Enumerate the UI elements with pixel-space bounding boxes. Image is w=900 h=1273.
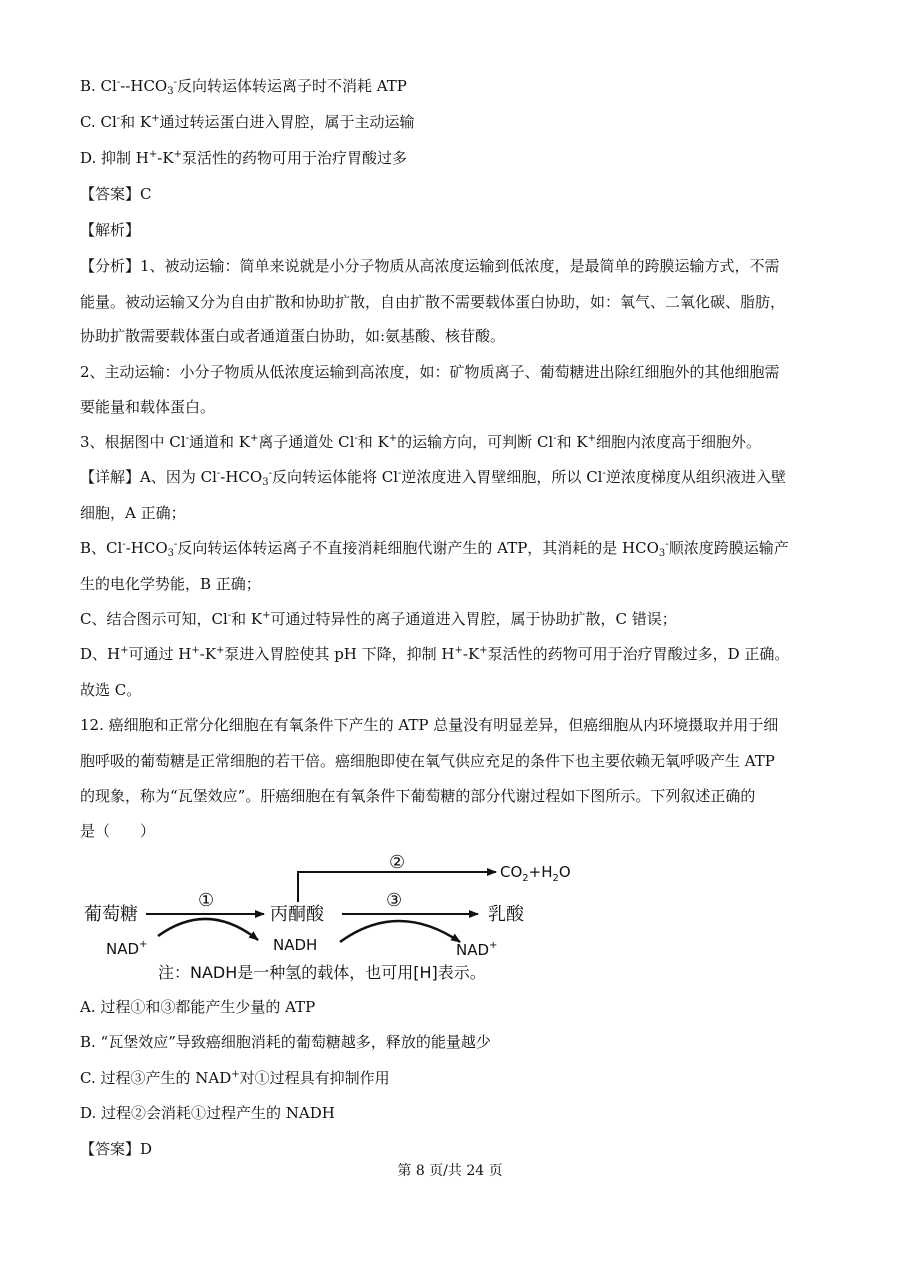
arrow-nad-to-nadh (158, 919, 258, 940)
text: 泵活性的药物可用于治疗胃酸过多，D 正确。 (487, 645, 790, 663)
text: 和 K (357, 433, 389, 451)
subscript: 2 (522, 873, 529, 884)
detail-a-l1 (80, 467, 786, 487)
text: D、H (80, 645, 121, 663)
analysis-p1-l2: 能量。被动运输又分为自由扩散和协助扩散，自由扩散不需要载体蛋白协助，如：氧气、二氧化碳、脂肪， (80, 293, 786, 311)
subscript: 3 (167, 86, 174, 97)
subscript: 3 (658, 548, 666, 559)
q12-stem-l3: 的现象，称为“瓦堡效应”。肝癌细胞在有氧条件下葡萄糖的部分代谢过程如下图所示。下列叙述正确的 (80, 787, 756, 805)
analysis-p3 (80, 432, 761, 452)
superscript: - (602, 468, 606, 479)
superscript: - (122, 539, 126, 550)
metabolism-diagram (78, 848, 598, 986)
superscript: + (120, 645, 129, 656)
option-text: D. 抑制 H (80, 149, 149, 167)
text: -K (199, 645, 217, 663)
superscript: + (587, 433, 596, 444)
text: C、结合图示可知，Cl (80, 610, 228, 628)
option-b-q12: B. “瓦堡效应”导致癌细胞消耗的葡萄糖越多，释放的能量越少 (80, 1033, 491, 1051)
option-d-prev (80, 148, 407, 168)
analysis-p2-l1: 2、主动运输：小分子物质从低浓度运输到高浓度，如：矿物质离子、葡萄糖进出除红细胞外的其他细胞需 (80, 363, 780, 381)
nad-superscript: + (489, 940, 498, 951)
subscript: 2 (552, 873, 559, 884)
arrow-nadh-to-nad (340, 921, 460, 942)
superscript: - (227, 610, 232, 621)
text: 的运输方向，可判断 Cl (397, 433, 554, 451)
text: B、Cl (80, 539, 123, 557)
detail-d (80, 644, 789, 664)
detail-choose: 故选 C。 (80, 681, 142, 699)
text: -K (462, 645, 480, 663)
option-text: C. Cl (80, 113, 117, 131)
analysis-p1-l3: 协助扩散需要载体蛋白或者通道蛋白协助，如:氨基酸、核苷酸。 (80, 327, 506, 345)
option-b-prev (80, 76, 407, 96)
pyruvate-label: 丙酮酸 (270, 904, 324, 925)
o-text: O (558, 863, 571, 881)
text: 离子通道处 Cl (258, 433, 355, 451)
text: 【详解】A、因为 Cl (80, 468, 217, 486)
superscript: + (148, 149, 158, 160)
superscript: + (454, 645, 463, 656)
option-d-q12: D. 过程②会消耗①过程产生的 NADH (80, 1104, 335, 1122)
subscript: 3 (167, 548, 175, 559)
option-c-q12 (80, 1068, 390, 1088)
text: 顺浓度跨膜运输产 (668, 539, 789, 557)
co-text: CO (500, 863, 523, 881)
option-text: -K (157, 149, 174, 167)
co2-h2o-label (500, 863, 571, 884)
answer-q12: 【答案】D (80, 1140, 153, 1158)
h-text: +H (528, 863, 553, 881)
superscript: + (231, 1069, 240, 1080)
option-text: --HCO (120, 77, 168, 95)
text: C. 过程③产生的 NAD (80, 1069, 232, 1087)
analysis-label: 【解析】 (80, 221, 141, 239)
superscript: + (151, 113, 160, 124)
text: 反向转运体能将 Cl (271, 468, 399, 486)
glucose-label: 葡萄糖 (84, 904, 138, 925)
text: 和 K (231, 610, 263, 628)
nad-label-2 (456, 940, 497, 959)
step3-label: ③ (386, 890, 403, 911)
nadh-label: NADH (273, 936, 318, 954)
superscript: - (116, 77, 121, 88)
superscript: - (116, 113, 121, 124)
q12-stem-l4: 是（ ） (80, 822, 156, 840)
option-text: B. Cl (80, 77, 117, 95)
nad-text: NAD (456, 941, 490, 959)
detail-b-l2: 生的电化学势能，B 正确； (80, 575, 261, 593)
text: 通道和 K (188, 433, 250, 451)
superscript: + (262, 610, 271, 621)
detail-c (80, 609, 677, 629)
q12-stem-l1: 12. 癌细胞和正常分化细胞在有氧条件下产生的 ATP 总量没有明显差异，但癌细胞从内环境摄取并用于细 (80, 716, 779, 734)
superscript: - (354, 433, 358, 444)
option-text: 通过转运蛋白进入胃腔，属于主动运输 (159, 113, 415, 131)
nad-superscript: + (139, 939, 148, 950)
text: -HCO (125, 539, 168, 557)
text: 对①过程具有抑制作用 (239, 1069, 390, 1087)
superscript: + (191, 645, 200, 656)
superscript: + (479, 645, 488, 656)
page-footer: 第 8 页/共 24 页 (397, 1163, 503, 1179)
text: 3、根据图中 Cl (80, 433, 186, 451)
text: -HCO (220, 468, 263, 486)
option-text: 泵活性的药物可用于治疗胃酸过多 (181, 149, 407, 167)
text: 细胞内浓度高于细胞外。 (595, 433, 761, 451)
superscript: - (173, 77, 177, 88)
superscript: - (268, 468, 272, 479)
superscript: - (553, 433, 557, 444)
text: 泵进入胃腔使其 pH 下降，抑制 H (224, 645, 455, 663)
step2-label: ② (389, 852, 406, 873)
superscript: + (216, 645, 225, 656)
superscript: - (185, 433, 189, 444)
option-text: 和 K (120, 113, 152, 131)
step1-label: ① (198, 890, 215, 911)
subscript: 3 (262, 477, 269, 488)
nad-text: NAD (106, 940, 140, 958)
nad-label-1 (106, 939, 147, 958)
text: 反向转运体转运离子不直接消耗细胞代谢产生的 ATP，其消耗的是 HCO (177, 539, 659, 557)
q12-stem-l2: 胞呼吸的葡萄糖是正常细胞的若干倍。癌细胞即使在氧气供应充足的条件下也主要依赖无氧呼吸产生 ATP (80, 752, 775, 770)
text: 逆浓度梯度从组织液进入壁 (605, 468, 786, 486)
lactate-label: 乳酸 (488, 904, 524, 925)
option-text: 反向转运体转运离子时不消耗 ATP (177, 77, 407, 95)
analysis-p1-l1: 【分析】1、被动运输：简单来说就是小分子物质从高浓度运输到低浓度，是最简单的跨膜运输方式，不需 (80, 257, 780, 275)
text: 可通过 H (128, 645, 192, 663)
text: 逆浓度进入胃壁细胞，所以 Cl (401, 468, 603, 486)
option-c-prev (80, 112, 415, 132)
superscript: + (388, 433, 398, 444)
superscript: + (249, 433, 259, 444)
superscript: - (174, 539, 178, 550)
detail-b-l1 (80, 538, 789, 558)
text: 和 K (556, 433, 588, 451)
analysis-p2-l2: 要能量和载体蛋白。 (80, 398, 216, 416)
diagram-note: 注：NADH是一种氢的载体，也可用[H]表示。 (158, 963, 486, 982)
answer-prev: 【答案】C (80, 185, 152, 203)
detail-a-l2: 细胞，A 正确； (80, 504, 186, 522)
superscript: + (173, 149, 182, 160)
superscript: - (398, 468, 402, 479)
superscript: - (216, 468, 221, 479)
option-a-q12: A. 过程①和③都能产生少量的 ATP (80, 998, 316, 1016)
superscript: - (665, 539, 669, 550)
text: 可通过特异性的离子通道进入胃腔，属于协助扩散，C 错误； (270, 610, 677, 628)
